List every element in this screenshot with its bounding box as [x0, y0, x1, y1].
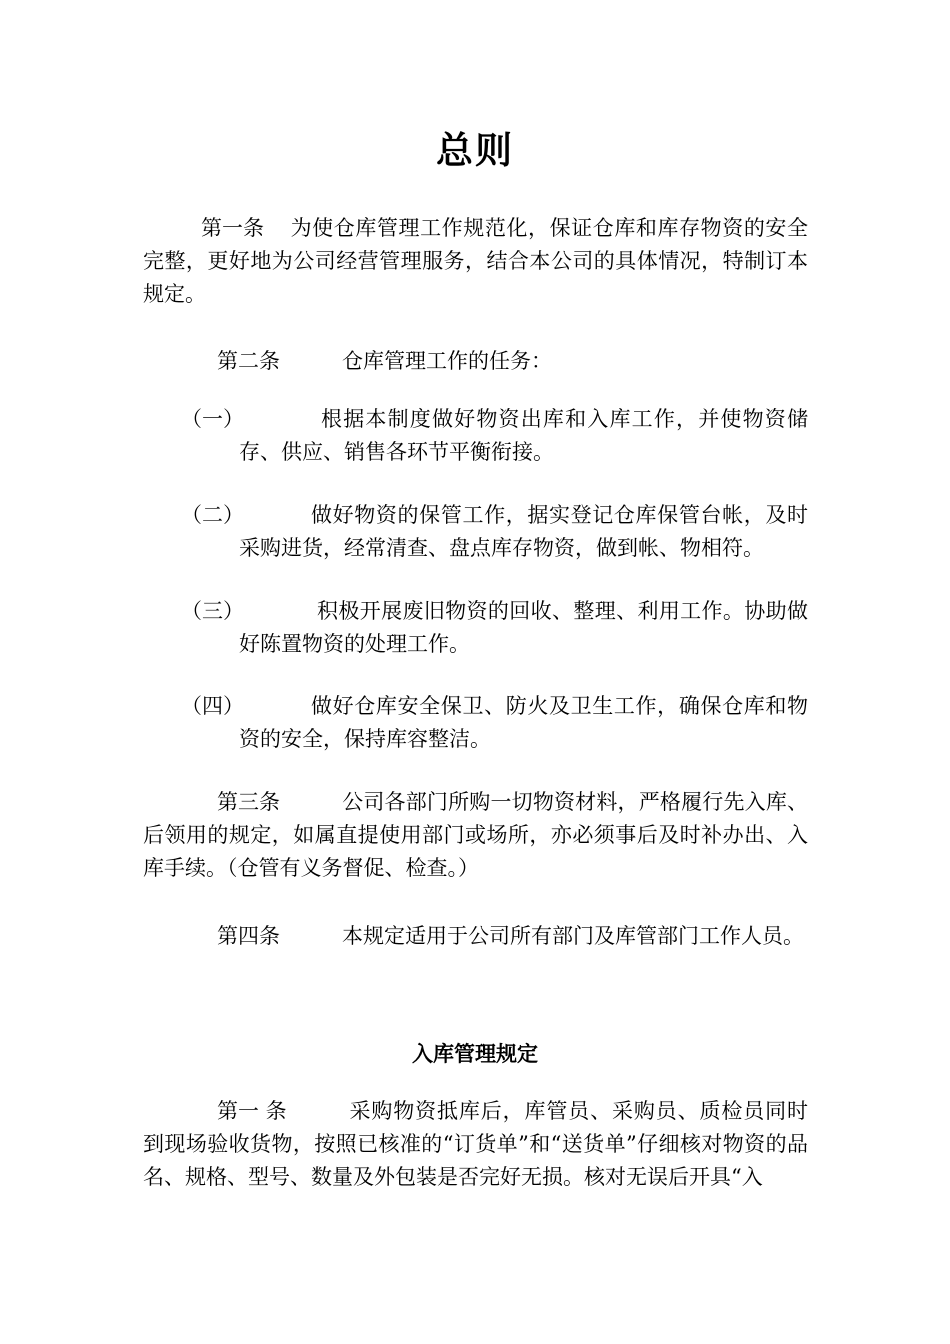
article-1-label: 第一条	[201, 216, 264, 240]
article-1	[143, 212, 808, 311]
article-1-text: 为使仓库管理工作规范化，保证仓库和库存物资的安全完整，更好地为公司经营管理服务，结合本公司的具体情况，特制订本规定。	[143, 216, 808, 306]
task-item-text: 做好仓库安全保卫、防火及卫生工作，确保仓库和物资的安全，保持库容整洁。	[239, 694, 808, 751]
task-item-4	[181, 690, 808, 756]
task-item-text: 做好物资的保管工作，据实登记仓库保管台帐，及时采购进货，经常清查、盘点库存物资，做到帐、物相符。	[239, 503, 808, 560]
article-3	[143, 786, 808, 885]
task-item-number: （一）	[181, 407, 244, 431]
article-4-text: 本规定适用于公司所有部门及库管部门工作人员。	[342, 924, 804, 948]
task-item-text: 根据本制度做好物资出库和入库工作，并使物资储存、供应、销售各环节平衡衔接。	[239, 407, 808, 464]
inbound-article-1-label: 第一 条	[217, 1099, 287, 1123]
section-title-general: 总则	[436, 128, 514, 172]
inbound-article-1	[143, 1095, 808, 1194]
task-item-3	[181, 595, 808, 661]
task-item-1	[181, 403, 808, 469]
task-item-text: 积极开展废旧物资的回收、整理、利用工作。协助做好陈置物资的处理工作。	[239, 599, 808, 656]
task-item-number: （四）	[181, 694, 244, 718]
task-item-2	[181, 499, 808, 565]
article-3-label: 第三条	[217, 790, 280, 814]
article-2-label: 第二条	[217, 349, 280, 373]
section-title-inbound: 入库管理规定	[412, 1041, 538, 1066]
article-3-text: 公司各部门所购一切物资材料，严格履行先入库、后领用的规定，如属直提使用部门或场所，亦必须事后及时补办出、入库手续。（仓管有义务督促、检查。）	[143, 790, 808, 880]
article-2-text: 仓库管理工作的任务：	[342, 349, 552, 373]
article-4-label: 第四条	[217, 924, 280, 948]
inbound-article-1-text: 采购物资抵库后，库管员、采购员、质检员同时到现场验收货物，按照已核准的“订货单”和“送货单”仔细核对物资的品名、规格、型号、数量及外包装是否完好无损。核对无误后开具“入	[143, 1099, 808, 1189]
task-item-number: （二）	[181, 503, 244, 527]
task-item-number: （三）	[181, 599, 244, 623]
article-4	[143, 920, 808, 953]
article-2	[143, 345, 808, 378]
